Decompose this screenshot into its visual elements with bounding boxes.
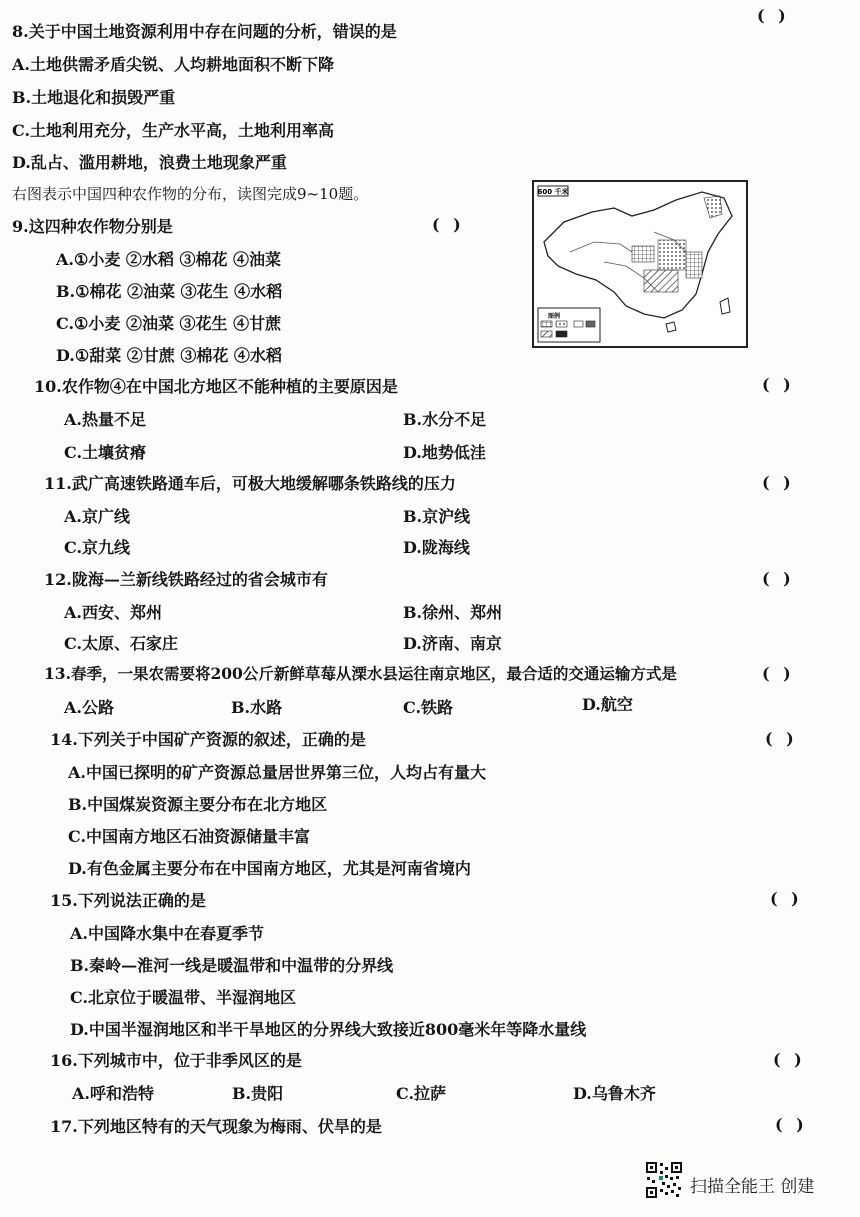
q10-stem: 10.农作物④在中国北方地区不能种植的主要原因是 (34, 377, 398, 396)
q13-option-c: C.铁路 (403, 698, 454, 717)
answer-brackets-q8: ( ) (757, 6, 790, 25)
q15-option-a: A.中国降水集中在春夏季节 (70, 924, 264, 943)
q10-option-d: D.地势低洼 (403, 443, 486, 462)
q8-option-a: A.土地供需矛盾尖锐、人均耕地面积不断下降 (12, 55, 334, 74)
q11-option-a: A.京广线 (64, 507, 130, 526)
q15-option-c: C.北京位于暖温带、半湿润地区 (70, 988, 297, 1007)
q9-stem: 9.这四种农作物分别是 (12, 217, 173, 236)
q15-stem: 15.下列说法正确的是 (50, 891, 206, 910)
answer-brackets-q17: ( ) (775, 1115, 808, 1134)
scanner-watermark (645, 1160, 845, 1200)
answer-brackets-q10: ( ) (762, 375, 795, 394)
legend-swatch-3 (541, 331, 552, 337)
q16-option-c: C.拉萨 (396, 1084, 447, 1103)
q14-option-a: A.中国已探明的矿产资源总量居世界第三位，人均占有量大 (68, 763, 486, 782)
map-legend-title: 图例 (548, 313, 561, 320)
answer-brackets-q9: ( ) (432, 215, 465, 234)
q13-option-d: D.航空 (582, 695, 633, 714)
q12-option-a: A.西安、郑州 (64, 603, 162, 622)
q9-option-a: A.①小麦 ②水稻 ③棉花 ④油菜 (56, 250, 282, 269)
q12-option-b: B.徐州、郑州 (403, 603, 503, 622)
q13-stem: 13.春季，一果农需要将200公斤新鲜草莓从溧水县运往南京地区，最合适的交通运输方式是 (44, 664, 677, 683)
qr-code-icon (645, 1161, 683, 1199)
q10-option-b: B.水分不足 (403, 410, 487, 429)
q13-option-b: B.水路 (231, 698, 283, 717)
answer-brackets-q11: ( ) (762, 473, 795, 492)
q14-option-d: D.有色金属主要分布在中国南方地区，尤其是河南省境内 (68, 859, 471, 878)
q9-option-d: D.①甜菜 ②甘蔗 ③棉花 ④水稻 (56, 346, 282, 365)
china-map-figure (534, 182, 746, 346)
q8-option-b: B.土地退化和损毁严重 (12, 88, 176, 107)
q10-option-c: C.土壤贫瘠 (64, 443, 147, 462)
q8-stem: 8.关于中国土地资源利用中存在问题的分析，错误的是 (12, 22, 397, 41)
crop-distribution-map (532, 180, 748, 348)
answer-brackets-q15: ( ) (770, 889, 803, 908)
legend-swatch-2 (556, 321, 567, 327)
q8-option-d: D.乱占、滥用耕地，浪费土地现象严重 (12, 153, 287, 172)
answer-brackets-q14: ( ) (765, 729, 798, 748)
answer-brackets-q13: ( ) (762, 664, 795, 683)
q9-option-c: C.①小麦 ②油菜 ③花生 ④甘蔗 (56, 314, 282, 333)
q14-option-c: C.中国南方地区石油资源储量丰富 (68, 827, 311, 846)
q16-option-d: D.乌鲁木齐 (573, 1084, 656, 1103)
q12-option-c: C.太原、石家庄 (64, 634, 179, 653)
map-intro: 右图表示中国四种农作物的分布，读图完成9~10题。 (12, 185, 369, 203)
q11-option-d: D.陇海线 (403, 538, 470, 557)
q13-option-a: A.公路 (64, 698, 114, 717)
answer-brackets-q12: ( ) (762, 569, 795, 588)
q14-option-b: B.中国煤炭资源主要分布在北方地区 (68, 795, 328, 814)
legend-swatch-1 (541, 321, 552, 327)
q12-option-d: D.济南、南京 (403, 634, 502, 653)
q11-option-b: B.京沪线 (403, 507, 471, 526)
q17-stem: 17.下列地区特有的天气现象为梅雨、伏旱的是 (50, 1117, 382, 1136)
q15-option-b: B.秦岭—淮河一线是暖温带和中温带的分界线 (70, 956, 394, 975)
q16-option-b: B.贵阳 (232, 1084, 284, 1103)
map-scale: 600 千米 (537, 188, 569, 196)
q11-stem: 11.武广高速铁路通车后，可极大地缓解哪条铁路线的压力 (44, 474, 456, 493)
q10-option-a: A.热量不足 (64, 410, 146, 429)
q9-option-b: B.①棉花 ②油菜 ③花生 ④水稻 (56, 282, 283, 301)
legend-swatch-4 (556, 331, 567, 337)
q11-option-c: C.京九线 (64, 538, 131, 557)
q15-option-d: D.中国半湿润地区和半干旱地区的分界线大致接近800毫米年等降水量线 (70, 1020, 587, 1039)
scanner-brand-text: 扫描全能王 创建 (690, 1177, 815, 1197)
q16-option-a: A.呼和浩特 (72, 1084, 154, 1103)
q16-stem: 16.下列城市中，位于非季风区的是 (50, 1051, 302, 1070)
answer-brackets-q16: ( ) (773, 1050, 806, 1069)
q14-stem: 14.下列关于中国矿产资源的叙述，正确的是 (50, 730, 366, 749)
q12-stem: 12.陇海—兰新线铁路经过的省会城市有 (44, 570, 328, 589)
q8-option-c: C.土地利用充分，生产水平高，土地利用率高 (12, 121, 335, 140)
